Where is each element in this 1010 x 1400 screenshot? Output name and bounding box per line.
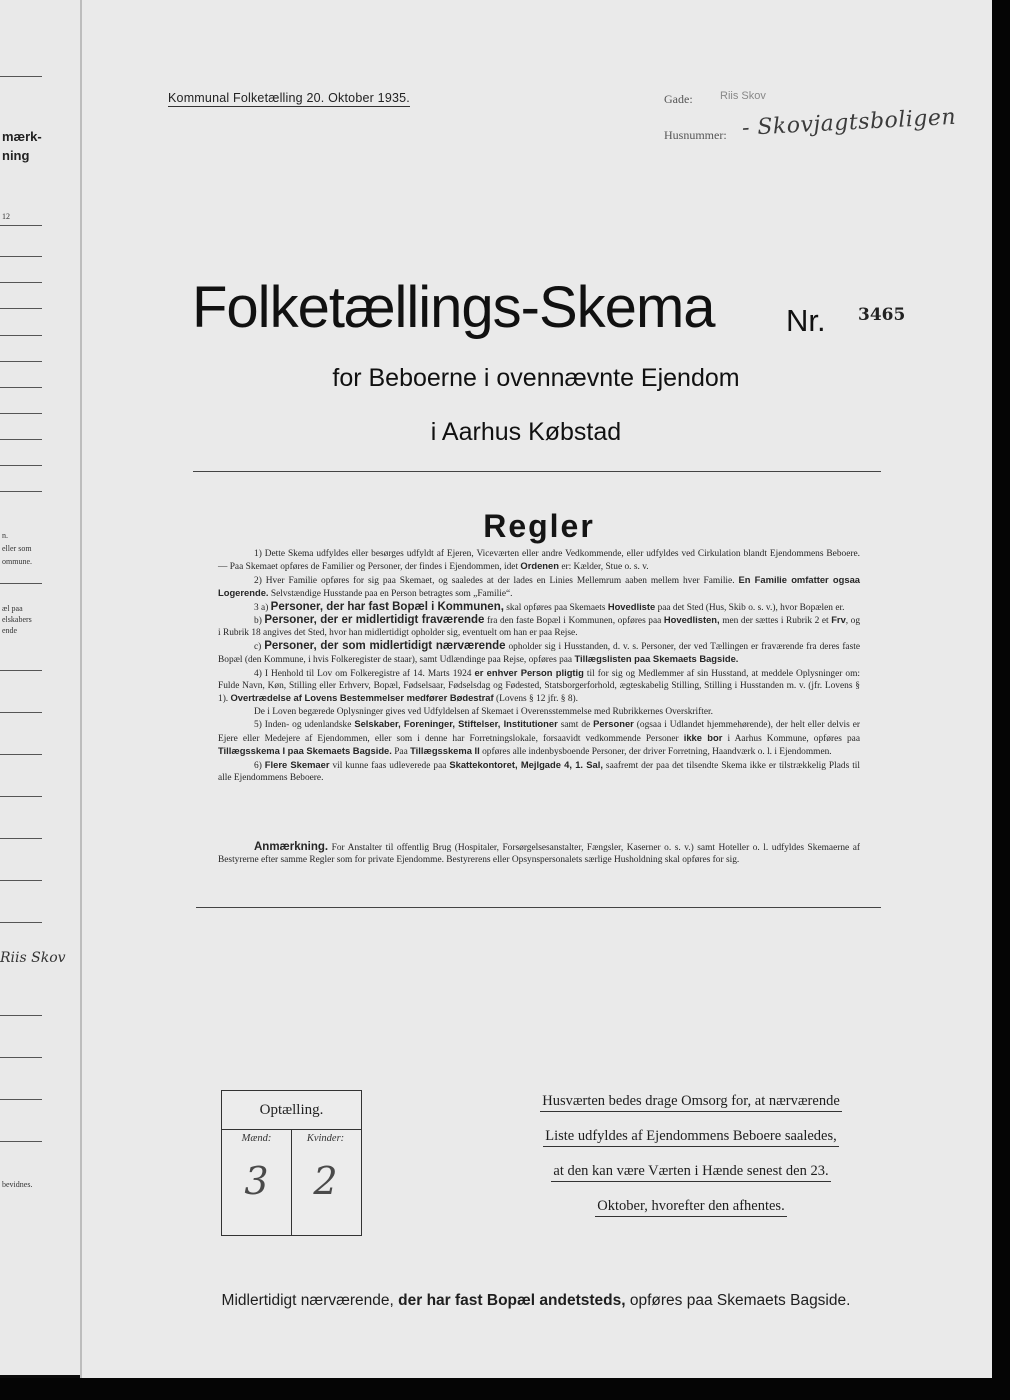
strip-fragment: 12	[2, 212, 10, 221]
rules-heading: Regler	[483, 508, 595, 544]
strip-rule	[0, 922, 42, 923]
remark-label: Anmærkning.	[254, 841, 329, 853]
women-count: 2	[313, 1159, 338, 1203]
strip-rule	[0, 282, 42, 283]
census-header: Kommunal Folketælling 20. Oktober 1935.	[168, 91, 410, 105]
footer-instruction: Midlertidigt nærværende, der har fast Bopæl andetsteds, opføres paa Skemaets Bagside.	[221, 1292, 851, 1309]
strip-handwriting: Riis Skov	[0, 950, 66, 966]
strip-fragment: ommune.	[2, 557, 32, 566]
strip-rule	[0, 1099, 42, 1100]
previous-page-strip	[0, 0, 81, 1375]
scan-border-bottom	[0, 1378, 1010, 1400]
husnummer-label: Husnummer:	[664, 128, 727, 142]
strip-rule	[0, 335, 42, 336]
divider	[193, 471, 881, 472]
form-number-label: Nr.	[786, 303, 826, 338]
strip-rule	[0, 1015, 42, 1016]
strip-rule	[0, 796, 42, 797]
strip-rule	[0, 583, 42, 584]
rule-4: 4) I Henhold til Lov om Folkeregistre af 14. Marts 1924 er enhver Person pligtig til for sig og Medlemmer af sin Husstand, at meddele Oplysninger om: Fulde Navn, Køn, Stilling eller Erhverv, Bopæl, Fødselsaar, Fødselsdag og Fødested, Statsborgerforhold, ægteskabelig Stilling, Stilling i Husstanden m. v. (jfr. Lovens § 1). Overtrædelse af Lovens Bestemmelser medfører Bødestraf (Lovens § 12 jfr. § 8).	[218, 666, 861, 705]
strip-rule	[0, 76, 42, 77]
strip-rule	[0, 308, 42, 309]
strip-rule	[0, 361, 42, 362]
gade-label: Gade:	[664, 92, 693, 106]
rule-3c: c) Personer, der som midlertidigt nærværende opholder sig i Husstanden, d. v. s. Personer, der ved Tællingen er fraværende fra deres faste Bopæl (den Kommune, i hvis Folkeregister de staar), samt Udlændinge paa Rejse, opføres paa Tillægslisten paa Skemaets Bagside.	[218, 639, 861, 666]
gade-value: Riis Skov	[720, 90, 766, 102]
strip-rule	[0, 880, 42, 881]
rule-6: 6) Flere Skemaer vil kunne faas udleverede paa Skattekontoret, Mejlgade 4, 1. Sal, saafremt der paa det tilsendte Skema ikke er tilstrækkelig Plads til alle Ejendommens Beboere.	[218, 758, 861, 783]
strip-fragment: æl paa	[2, 604, 23, 613]
strip-rule	[0, 838, 42, 839]
rule-5: 5) Inden- og udenlandske Selskaber, Foreninger, Stiftelser, Institutioner samt de Personer (ogsaa i Udlandet hjemmehørende), der helt eller delvis er Ejere eller Medejere af Ejendommen, eller som i denne har Forretningslokale, forsaavidt vedkommende Personer ikke bor i Aarhus Kommune, opføres paa Tillægsskema I paa Skemaets Bagside. Paa Tillægsskema II opføres alle indenbysboende Personer, der driver Forretning, Haandværk o. l. i Ejendommen.	[218, 718, 861, 758]
strip-rule	[0, 1141, 42, 1142]
strip-fragment: mærk-	[2, 129, 42, 144]
rule-1: 1) Dette Skema udfyldes eller besørges udfyldt af Ejeren, Viceværten eller andre Vedkommende, eller udfyldes ved Cirkulation blandt Ejendommens Beboere. — Paa Skemaet opføres de Familier og Personer, der findes i Ejendommen, idet Ordenen er: Kælder, Stue o. s. v.	[218, 549, 860, 573]
strip-rule	[0, 225, 42, 226]
rule-3b: b) Personer, der er midlertidigt fraværende fra den faste Bopæl i Kommunen, opføres paa Hovedlisten, men der sættes i Rubrik 2 et Frv, og i Rubrik 18 angives det Sted, hvor han midlertidigt opholder sig, eventuelt om han er paa Rejse.	[218, 614, 861, 639]
strip-rule	[0, 491, 42, 492]
strip-rule	[0, 465, 42, 466]
rules-text	[218, 548, 860, 784]
form-subtitle: for Beboerne i ovennævnte Ejendom	[332, 364, 740, 392]
strip-rule	[0, 256, 42, 257]
strip-fragment: n.	[2, 531, 8, 540]
form-number-value: 3465	[858, 305, 906, 325]
strip-rule	[0, 670, 42, 671]
strip-rule	[0, 1057, 42, 1058]
count-title: Optælling.	[222, 1091, 361, 1130]
strip-rule	[0, 754, 42, 755]
men-label: Mænd:	[241, 1133, 272, 1144]
strip-fragment: bevidnes.	[2, 1180, 33, 1189]
remark-text: Anmærkning. For Anstalter til offentlig Brug (Hospitaler, Forsørgelsesanstalter, Fængsler, Kaserner o. s. v.) samt Hoteller o. l. udfyldes Skemaerne af Bestyrerne efter samme Regler som for private Ejendomme. Bestyrerens eller Opsynspersonalets særlige Husholdning skal opføres for sig.	[218, 841, 861, 866]
count-box	[221, 1090, 362, 1236]
rule-3a: 3 a) Personer, der har fast Bopæl i Kommunen, skal opføres paa Skemaets Hovedliste paa det Sted (Hus, Skib o. s. v.), hvor Bopælen er.	[254, 600, 845, 613]
strip-fragment: ende	[2, 626, 18, 635]
strip-fragment: ning	[2, 148, 30, 163]
men-count: 3	[244, 1159, 269, 1203]
strip-fragment: eller som	[2, 544, 32, 553]
women-label: Kvinder:	[306, 1133, 345, 1144]
form-subtitle-city: i Aarhus Købstad	[430, 418, 622, 446]
landlord-notice: Husværten bedes drage Omsorg for, at nærværende Liste udfyldes af Ejendommens Beboere saaledes, at den kan være Værten i Hænde senest den 23. Oktober, hvorefter den afhentes.	[522, 1093, 860, 1233]
strip-fragment: elskabers	[2, 615, 32, 624]
form-title: Folketællings-Skema	[192, 275, 715, 340]
rule-4b: De i Loven begærede Oplysninger gives ved Udfyldelsen af Skemaet i Overensstemmelse med Rubrikkernes Overskrifter.	[254, 706, 713, 717]
strip-rule	[0, 712, 42, 713]
divider	[196, 907, 881, 908]
strip-rule	[0, 413, 42, 414]
rule-2: 2) Hver Familie opføres for sig paa Skemaet, og saaledes at der lades en Linies Mellemrum aaben mellem hver Familie. En Familie omfatter ogsaa Logerende. Selvstændige Husstande paa en Person betragtes som „Familie“.	[218, 573, 861, 600]
husnummer-handwritten-value: - Skovjagtsboligen	[741, 104, 957, 141]
scan-border-right	[992, 0, 1010, 1400]
